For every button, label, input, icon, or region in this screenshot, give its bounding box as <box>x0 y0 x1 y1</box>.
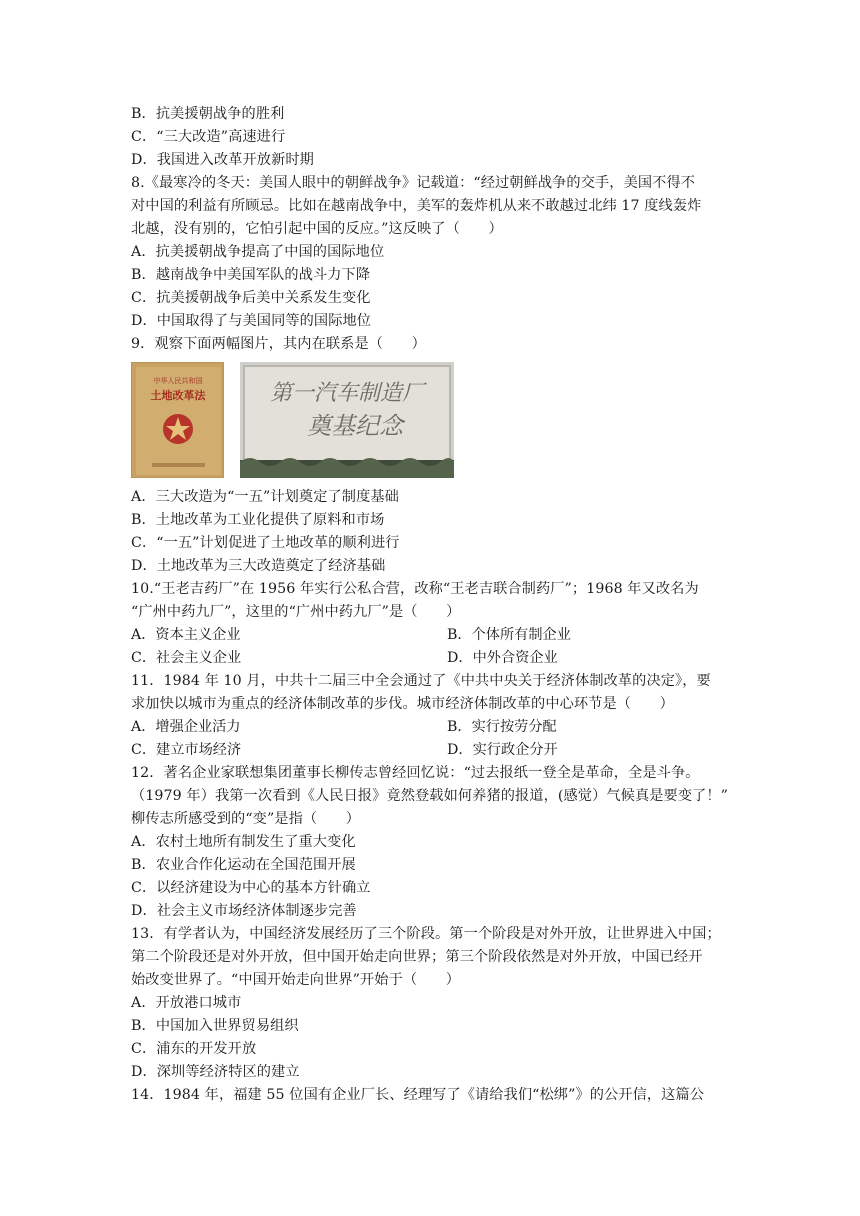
q12-stem-line2: （1979 年）我第一次看到《人民日报》竟然登载如何养猪的报道，(感觉）气候真是要变了！” <box>131 788 729 804</box>
q10-option-c: C．社会主义企业 <box>131 650 242 666</box>
q11-stem-line2: 求加快以城市为重点的经济体制改革的步伐。城市经济体制改革的中心环节是（ ） <box>131 696 674 712</box>
q10-option-d: D．中外合资企业 <box>447 650 558 666</box>
stone-inscription-line1: 第一汽车制造厂 <box>269 381 425 406</box>
q13-stem-line1: 13．有学者认为，中国经济发展经历了三个阶段。第一个阶段是对外开放，让世界进入中国； <box>131 926 721 942</box>
q9-option-b: B．土地改革为工业化提供了原料和市场 <box>131 512 385 528</box>
q8-stem-line3: 北越，没有别的，它怕引起中国的反应。”这反映了（ ） <box>131 221 503 237</box>
q8-option-a: A．抗美援朝战争提高了中国的国际地位 <box>131 244 385 260</box>
q13-stem-line2: 第二个阶段还是对外开放，但中国开始走向世界；第三个阶段依然是对外开放，中国已经开 <box>131 949 703 965</box>
q12-option-b: B．农业合作化运动在全国范围开展 <box>131 857 356 873</box>
q9-option-a: A．三大改造为“一五”计划奠定了制度基础 <box>131 489 399 505</box>
q11-option-b: B．实行按劳分配 <box>447 719 557 735</box>
q7-option-d: D．我国进入改革开放新时期 <box>131 152 314 168</box>
q10-stem-line2: “广州中药九厂”，这里的“广州中药九厂”是（ ） <box>131 604 461 620</box>
stone-inscription-line2: 奠基纪念 <box>307 412 403 440</box>
q13-option-d: D．深圳等经济特区的建立 <box>131 1064 300 1080</box>
q8-stem-line1: 8.《最寒冷的冬天：美国人眼中的朝鲜战争》记载道：“经过朝鲜战争的交手，美国不得不 <box>131 175 696 191</box>
q9-stem: 9．观察下面两幅图片，其内在联系是（ ） <box>131 336 426 352</box>
q13-option-c: C．浦东的开发开放 <box>131 1041 257 1057</box>
q10-stem-line1: 10.“王老吉药厂”在 1956 年实行公私合营，改称“王老吉联合制药厂”；1968 年又改名为 <box>131 581 699 597</box>
q13-option-a: A．开放港口城市 <box>131 995 242 1011</box>
q8-option-b: B．越南战争中美国军队的战斗力下降 <box>131 267 371 283</box>
q12-option-d: D．社会主义市场经济体制逐步完善 <box>131 903 357 919</box>
q8-option-d: D．中国取得了与美国同等的国际地位 <box>131 313 372 329</box>
foundation-stone-image <box>240 362 454 478</box>
q7-option-c: C．“三大改造”高速进行 <box>131 129 286 145</box>
q9-option-c: C．“一五”计划促进了土地改革的顺利进行 <box>131 535 400 551</box>
q11-stem-line1: 11．1984 年 10 月，中共十二届三中全会通过了《中共中央关于经济体制改革的决定》，要 <box>131 673 711 689</box>
q10-option-a: A．资本主义企业 <box>131 627 241 643</box>
foundation-stone-illustration <box>240 362 454 478</box>
q12-option-a: A．农村土地所有制发生了重大变化 <box>131 834 356 850</box>
book-cover-illustration <box>132 363 224 478</box>
q7-option-b: B．抗美援朝战争的胜利 <box>131 106 285 122</box>
q10-option-b: B．个体所有制企业 <box>447 627 571 643</box>
q12-option-c: C．以经济建设为中心的基本方针确立 <box>131 880 371 896</box>
q11-option-c: C．建立市场经济 <box>131 742 242 758</box>
q13-stem-line3: 始改变世界了。“中国开始走向世界”开始于（ ） <box>131 972 461 988</box>
q13-option-b: B．中国加入世界贸易组织 <box>131 1018 299 1034</box>
q14-stem-line1: 14．1984 年，福建 55 位国有企业厂长、经理写了《请给我们“松绑”》的公开信，这篇公 <box>131 1087 705 1103</box>
q9-option-d: D．土地改革为三大改造奠定了经济基础 <box>131 558 386 574</box>
q11-option-a: A．增强企业活力 <box>131 719 241 735</box>
q8-stem-line2: 对中国的利益有所顾忌。比如在越南战争中，美军的轰炸机从来不敢越过北纬 17 度线轰炸 <box>131 198 702 214</box>
q8-option-c: C．抗美援朝战争后美中关系发生变化 <box>131 290 371 306</box>
q12-stem-line3: 柳传志所感受到的“变”是指（ ） <box>131 811 361 827</box>
q12-stem-line1: 12．著名企业家联想集团董事长柳传志曾经回忆说：“过去报纸一登全是革命，全是斗争。 <box>131 765 700 781</box>
land-reform-law-book-image <box>131 362 224 478</box>
book-title: 土地改革法 <box>150 389 206 402</box>
q11-option-d: D．实行政企分开 <box>447 742 558 758</box>
book-title-small: 中华人民共和国 <box>153 377 203 385</box>
